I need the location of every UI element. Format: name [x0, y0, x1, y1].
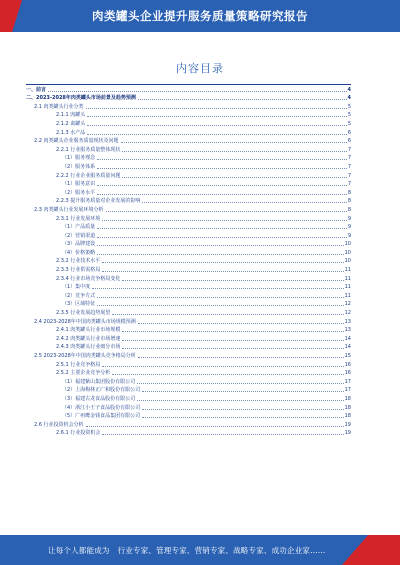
toc-entry[interactable]	[26, 256, 351, 265]
footer-slogan-tail: 行业专家、管理专家、营销专家、战略专家、成功企业家……	[117, 546, 326, 555]
toc-leader-dots	[87, 125, 347, 126]
toc-entry-label: 二、2023-2028年肉类罐头市场前景及趋势预测	[26, 95, 136, 102]
toc-entry-page: 17	[344, 378, 351, 385]
toc-entry-label: 2.2.1 行业服务质量整体现状	[56, 146, 121, 153]
toc-entry-label: （5）广州鹰金钱食品集团有限公司	[62, 413, 141, 420]
toc-leader-dots	[97, 185, 347, 186]
toc-entry-label: 2.6.1 行业投资机会	[56, 430, 101, 437]
toc-entry-label: 2.5.1 行业竞争格局	[56, 361, 101, 368]
toc-leader-dots	[102, 434, 343, 435]
toc-entry[interactable]	[26, 385, 351, 394]
toc-entry-label: 2.1 肉类罐头行业分类	[34, 103, 84, 110]
toc-leader-dots	[86, 108, 347, 109]
toc-entry-page: 11	[344, 275, 351, 282]
toc-entry-label: 2.1.3 水产品	[56, 129, 86, 136]
toc-entry-label: 2.1.1 肉罐头	[56, 112, 86, 119]
toc-entry-page: 4	[347, 95, 351, 102]
toc-entry-page: 9	[347, 224, 351, 231]
toc-entry-page: 10	[344, 258, 351, 265]
toc-entry[interactable]	[26, 179, 351, 188]
toc-entry-label: 2.2 肉类罐头企业服务质量现状及问题	[34, 138, 119, 145]
toc-entry-label: （1）产品质量	[62, 224, 96, 231]
toc-entry-page: 7	[347, 155, 351, 162]
toc-entry-page: 7	[347, 181, 351, 188]
toc-entry-label: 2.4 2023-2028年中国肉类罐头市场规模预测	[34, 318, 136, 325]
toc-entry[interactable]	[26, 136, 351, 145]
toc-entry-page: 17	[344, 387, 351, 394]
toc-leader-dots	[137, 400, 343, 401]
toc-entry-page: 14	[344, 344, 351, 351]
toc-leader-dots	[97, 194, 347, 195]
toc-entry-label: （3）区域特征	[62, 301, 96, 308]
toc-leader-dots	[112, 314, 343, 315]
toc-entry-label: （2）竞争方式	[62, 292, 96, 299]
toc-entry[interactable]	[26, 325, 351, 334]
toc-entry[interactable]	[26, 402, 351, 411]
toc-entry-label: 2.1.2 禽罐头	[56, 120, 86, 127]
toc-leader-dots	[106, 211, 347, 212]
toc-entry-page: 5	[347, 112, 351, 119]
toc-entry-page: 11	[344, 292, 351, 299]
toc-entry-page: 10	[344, 249, 351, 256]
footer-slogan	[48, 545, 326, 556]
toc-leader-dots	[121, 142, 347, 143]
toc-entry[interactable]	[26, 187, 351, 196]
toc-entry-label: （3）品牌建设	[62, 241, 96, 248]
toc-entry-label: （1）集中度	[62, 284, 91, 291]
toc-entry[interactable]	[26, 359, 351, 368]
toc-entry[interactable]	[26, 299, 351, 308]
toc-entry-page: 13	[344, 327, 351, 334]
toc-entry-label: 2.3.4 行业市场竞争格局变化	[56, 275, 121, 282]
toc-leader-dots	[142, 417, 343, 418]
toc-entry[interactable]	[26, 350, 351, 359]
toc-entry[interactable]	[26, 101, 351, 110]
toc-entry[interactable]	[26, 411, 351, 420]
toc-entry-label: 2.5 2023-2028年中国肉类罐头竞争格局分析	[34, 353, 136, 359]
toc-entry-label: 2.3.3 行业供需格局	[56, 267, 101, 274]
toc-entry-page: 16	[344, 370, 351, 377]
toc-leader-dots	[102, 271, 343, 272]
toc-entry-page: 10	[344, 241, 351, 248]
toc-leader-dots	[122, 331, 343, 332]
toc-leader-dots	[97, 237, 347, 238]
toc-entry[interactable]	[26, 419, 351, 428]
toc-entry-label: 2.4.2 肉类罐头行业市场增速	[56, 335, 121, 342]
toc-entry[interactable]	[26, 84, 351, 93]
toc-leader-dots	[138, 99, 347, 100]
toc-leader-dots	[87, 134, 347, 135]
toc-leader-dots	[142, 391, 343, 392]
toc-entry[interactable]	[26, 213, 351, 222]
toc-entry-label: （2）服务体系	[62, 163, 96, 170]
toc-entry-label: 2.3.2 行业技术水平	[56, 258, 101, 265]
toc-entry[interactable]	[26, 393, 351, 402]
toc-entry-label: （2）上海梅林正广和股份有限公司	[62, 387, 141, 394]
toc-leader-dots	[97, 228, 347, 229]
toc-entry-label: 2.4.3 肉类罐头行业细分市场	[56, 344, 121, 351]
toc-entry-label: 2.2.3 提升服务质量对企业发展的影响	[56, 198, 141, 205]
toc-leader-dots	[97, 159, 347, 160]
toc-entry-page: 18	[344, 413, 351, 420]
toc-leader-dots	[122, 151, 346, 152]
toc-entry-page: 18	[344, 404, 351, 411]
toc-entry-label: 2.4.1 肉类罐头行业市场规模	[56, 327, 121, 334]
toc-leader-dots	[138, 323, 344, 324]
toc-entry[interactable]	[26, 342, 351, 351]
toc-entry-page: 14	[344, 335, 351, 342]
toc-entry-page: 7	[347, 172, 351, 179]
toc-entry-page: 16	[344, 361, 351, 368]
toc-entry-page: 5	[347, 120, 351, 127]
toc-leader-dots	[48, 91, 347, 92]
toc-entry[interactable]	[26, 428, 351, 437]
toc-entry[interactable]	[26, 239, 351, 248]
toc-entry[interactable]	[26, 273, 351, 282]
toc-entry-label: 2.3.5 行业发展趋势展望	[56, 310, 111, 317]
toc-entry-page: 12	[344, 310, 351, 317]
toc-leader-dots	[122, 280, 343, 281]
toc-entry-label: （2）服务水平	[62, 189, 96, 196]
toc-entry[interactable]	[26, 204, 351, 213]
toc-leader-dots	[87, 116, 347, 117]
toc-entry-page: 7	[347, 146, 351, 153]
toc-leader-dots	[102, 220, 347, 221]
toc-entry[interactable]	[26, 290, 351, 299]
toc-entry-page: 4	[347, 86, 351, 93]
toc-leader-dots	[112, 374, 343, 375]
toc-entry-page: 6	[347, 129, 351, 136]
toc-entry-page: 12	[344, 301, 351, 308]
toc-entry-label: （3）福建古龙食品股份有限公司	[62, 395, 136, 402]
toc-entry-page: 8	[347, 198, 351, 205]
toc-leader-dots	[122, 177, 346, 178]
footer-slogan-lead: 让每个人都能成为	[48, 546, 110, 555]
toc-entry-page: 11	[344, 267, 351, 274]
toc-entry-label: 一、前言	[26, 86, 47, 93]
toc-leader-dots	[97, 297, 343, 298]
toc-entry[interactable]	[26, 230, 351, 239]
toc-leader-dots	[102, 262, 343, 263]
toc-entry-page: 8	[347, 189, 351, 196]
toc-leader-dots	[142, 409, 343, 410]
toc-entry[interactable]	[26, 316, 351, 325]
toc-entry[interactable]	[26, 161, 351, 170]
toc-entry-label: （4）价格策略	[62, 249, 96, 256]
toc-leader-dots	[97, 168, 347, 169]
toc-entry[interactable]	[26, 170, 351, 179]
toc-entry-page: 15	[344, 353, 351, 359]
toc-entry-label: 2.5.2 主要企业竞争分析	[56, 370, 111, 377]
toc-entry-label: （2）营销渠道	[62, 232, 96, 239]
toc-entry-page: 5	[347, 103, 351, 110]
toc-entry-page: 18	[344, 395, 351, 402]
toc-leader-dots	[97, 245, 343, 246]
header-bar	[0, 0, 400, 32]
toc-entry-label: （1）福建紫山集团股份有限公司	[62, 378, 136, 385]
toc-leader-dots	[97, 254, 343, 255]
toc-entry-page: 13	[344, 318, 351, 325]
toc-leader-dots	[92, 288, 343, 289]
toc-entry[interactable]	[26, 333, 351, 342]
toc-entry-label: 2.2.2 行业企业服务质量问题	[56, 172, 121, 179]
toc-leader-dots	[102, 366, 343, 367]
toc-entry[interactable]	[26, 118, 351, 127]
footer-accent	[342, 535, 400, 565]
toc-entry-label: （4）浙江小王子食品股份有限公司	[62, 404, 141, 411]
toc-leader-dots	[97, 305, 343, 306]
toc-entry[interactable]	[26, 127, 351, 136]
toc-leader-dots	[142, 202, 346, 203]
toc-entry[interactable]	[26, 282, 351, 291]
toc-entry-page: 8	[347, 206, 351, 213]
toc-leader-dots	[138, 357, 344, 358]
toc-leader-dots	[137, 383, 343, 384]
toc-leader-dots	[122, 340, 343, 341]
footer-bar	[0, 535, 400, 565]
toc-entry-label: （1）服务意识	[62, 181, 96, 188]
toc-entry-page: 6	[347, 138, 351, 145]
toc-entry[interactable]	[26, 247, 351, 256]
toc-entry[interactable]	[26, 222, 351, 231]
toc-entry-page: 19	[344, 421, 351, 428]
toc-entry[interactable]	[26, 196, 351, 205]
toc-entry[interactable]	[26, 307, 351, 316]
toc-entry-label: 2.6 行业投资机会分析	[34, 421, 84, 428]
toc-entry-label: 2.3.1 行业发展环境	[56, 215, 101, 222]
toc-entry[interactable]	[26, 153, 351, 162]
toc-entry[interactable]	[26, 368, 351, 377]
toc-entry-page: 9	[347, 232, 351, 239]
toc-leader-dots	[122, 348, 343, 349]
toc-entry[interactable]	[26, 376, 351, 385]
toc-entry-page: 7	[347, 163, 351, 170]
toc-title: 内容目录	[176, 62, 224, 75]
toc-entry[interactable]	[26, 264, 351, 273]
toc-entry-label: 2.3 肉类罐头行业发展环境分析	[34, 206, 104, 213]
document-title: 肉类罐头企业提升服务质量策略研究报告	[92, 9, 308, 23]
table-of-contents	[26, 84, 351, 436]
toc-entry[interactable]	[26, 93, 351, 102]
toc-entry[interactable]	[26, 110, 351, 119]
toc-entry[interactable]	[26, 144, 351, 153]
toc-entry-page: 9	[347, 215, 351, 222]
toc-leader-dots	[86, 426, 344, 427]
toc-entry-page: 19	[344, 430, 351, 437]
toc-entry-label: （1）服务理念	[62, 155, 96, 162]
toc-entry-page: 11	[344, 284, 351, 291]
